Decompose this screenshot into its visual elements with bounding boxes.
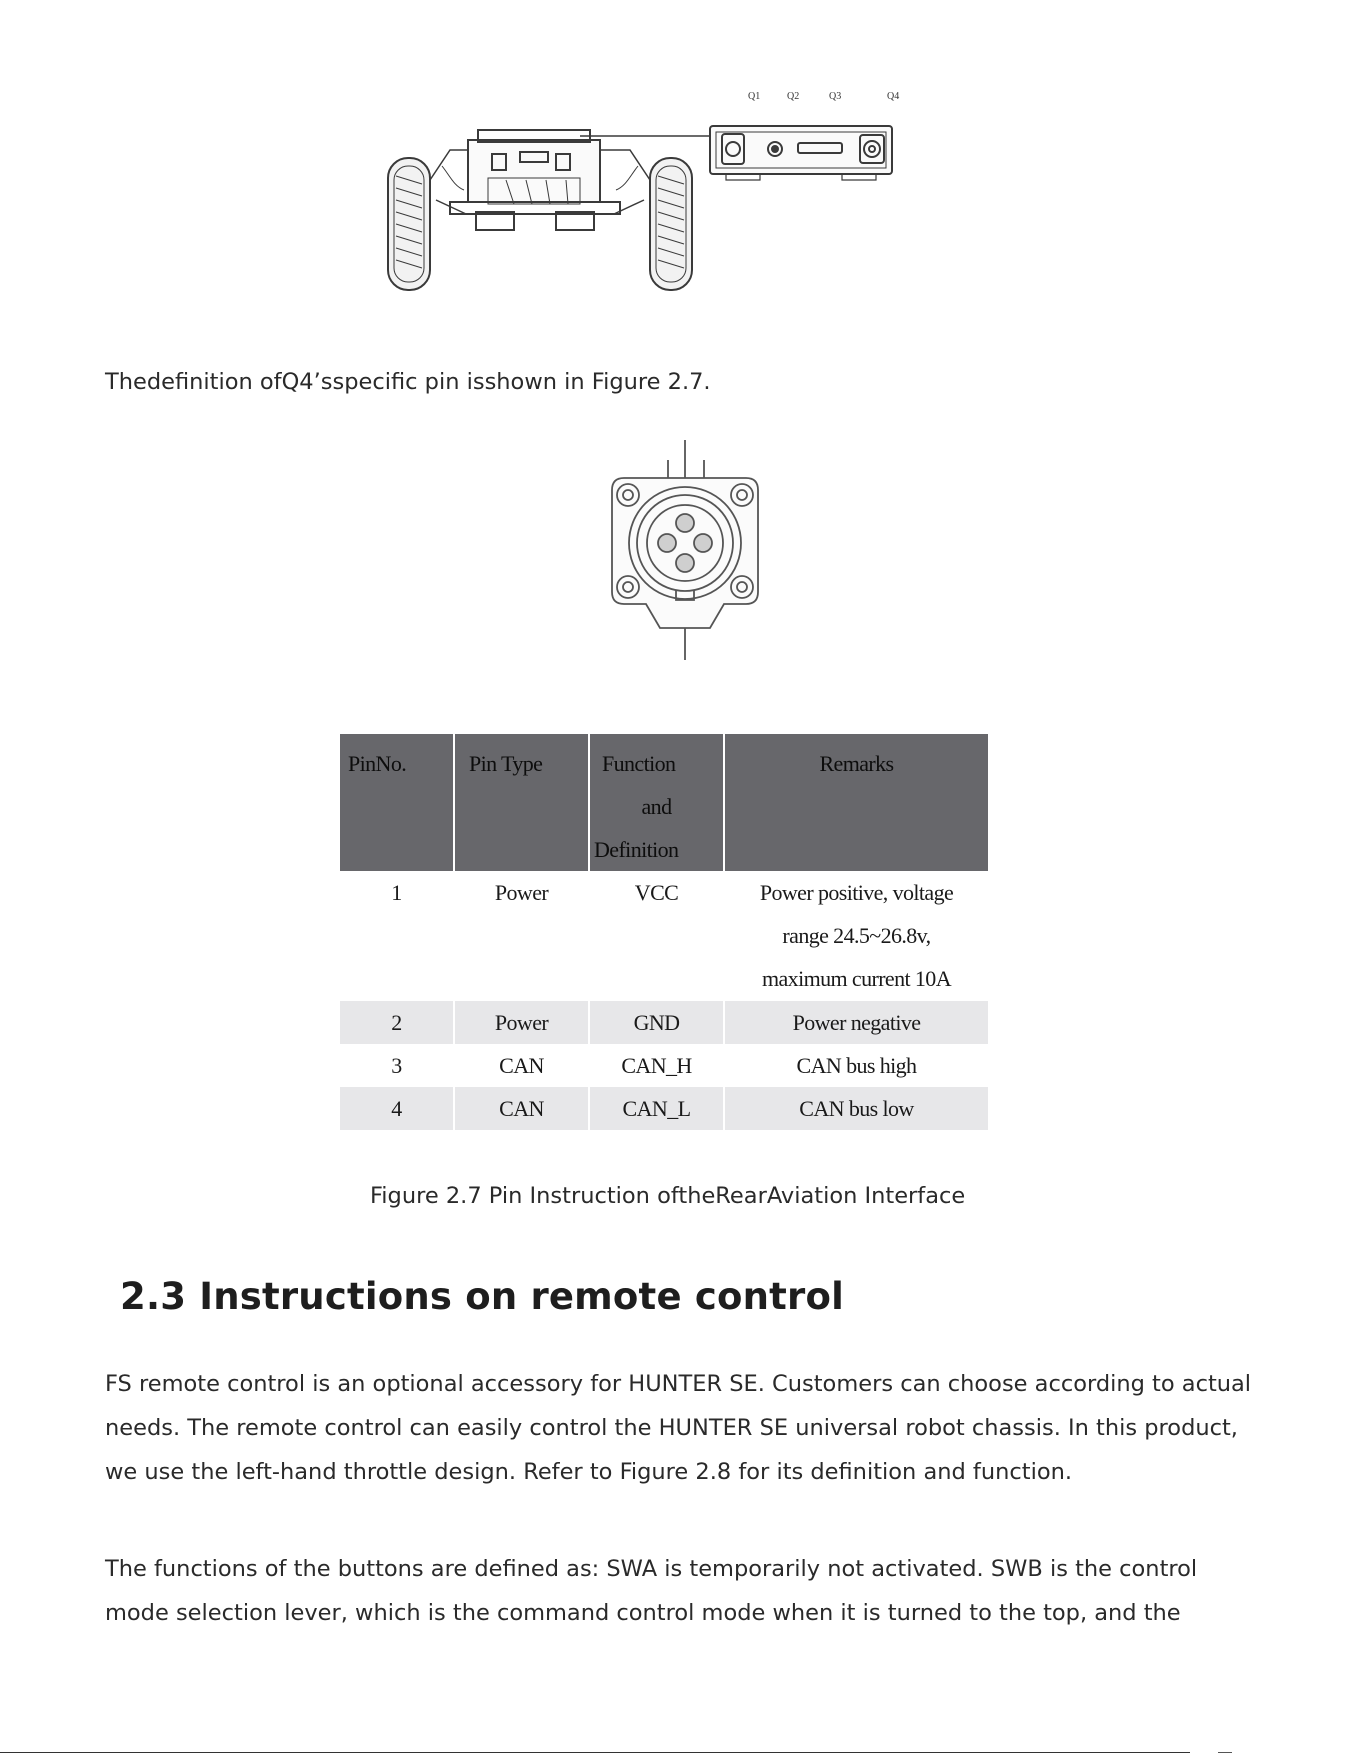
remarks-line-2: range 24.5~26.8v, — [782, 923, 931, 948]
aviation-connector-diagram — [600, 440, 770, 670]
header-pin-no: PinNo. — [340, 734, 454, 871]
cell-remarks — [724, 871, 988, 1001]
cell-remarks: CAN bus low — [799, 1096, 914, 1121]
body-paragraph-1: FS remote control is an optional accessory for HUNTER SE. Customers can choose according to actual needs. The remote control can easily control the HUNTER SE universal robot chassis. In this product, we use the left-hand throttle design. Refer to Figure 2.8 for its definition and function. — [105, 1371, 1252, 1485]
remarks-line-1: Power positive, voltage — [759, 880, 954, 905]
pin-table — [340, 734, 988, 1130]
cell-type: CAN — [454, 1087, 589, 1130]
header-function-line-1: Function — [602, 751, 676, 776]
chassis-body — [430, 130, 650, 230]
cell-func: CAN_H — [589, 1044, 724, 1087]
table-row — [340, 1087, 988, 1130]
footer-rule — [0, 1752, 1190, 1753]
cell-func: CAN_L — [589, 1087, 724, 1130]
port-label-q4: Q4 — [887, 91, 900, 102]
cell-type: CAN — [454, 1044, 589, 1087]
pin-table-header-row — [340, 734, 988, 871]
section-heading: 2.3 Instructions on remote control — [120, 1275, 844, 1318]
table-row — [340, 1044, 988, 1087]
port-panel — [710, 126, 892, 180]
body-paragraph-2: The functions of the buttons are defined as: SWA is temporarily not activated. SWB is the control mode selection lever, which is the command control mode when it is turned to the top, and the — [105, 1556, 1198, 1626]
cell-pin: 2 — [340, 1001, 454, 1044]
header-function-line-2: and — [641, 794, 672, 819]
header-remarks: Remarks — [819, 751, 894, 776]
table-row — [340, 871, 988, 1001]
cell-func: GND — [589, 1001, 724, 1044]
cell-type: Power — [454, 871, 589, 1001]
right-wheel — [650, 158, 692, 290]
header-function — [589, 734, 724, 871]
chassis-rear-figure — [380, 80, 940, 300]
header-function-line-3: Definition — [594, 837, 679, 862]
cell-func: VCC — [589, 871, 724, 1001]
header-pin-type: Pin Type — [454, 734, 589, 871]
cell-pin: 1 — [340, 871, 454, 1001]
cell-remarks: Power negative — [792, 1010, 921, 1035]
left-wheel — [388, 158, 430, 290]
remarks-line-3: maximum current 10A — [762, 966, 951, 991]
footer-dash — [1218, 1752, 1232, 1753]
port-label-q3: Q3 — [829, 91, 842, 102]
table-row — [340, 1001, 988, 1044]
cell-remarks: CAN bus high — [796, 1053, 917, 1078]
figure-caption: Figure 2.7 Pin Instruction oftheRearAviation Interface — [370, 1183, 966, 1209]
cell-pin: 4 — [340, 1087, 454, 1130]
intro-sentence: Thedefinition ofQ4’sspecific pin isshown in Figure 2.7. — [105, 369, 711, 395]
port-label-q1: Q1 — [748, 91, 761, 102]
port-label-q2: Q2 — [787, 91, 800, 102]
cell-type: Power — [454, 1001, 589, 1044]
cell-pin: 3 — [340, 1044, 454, 1087]
